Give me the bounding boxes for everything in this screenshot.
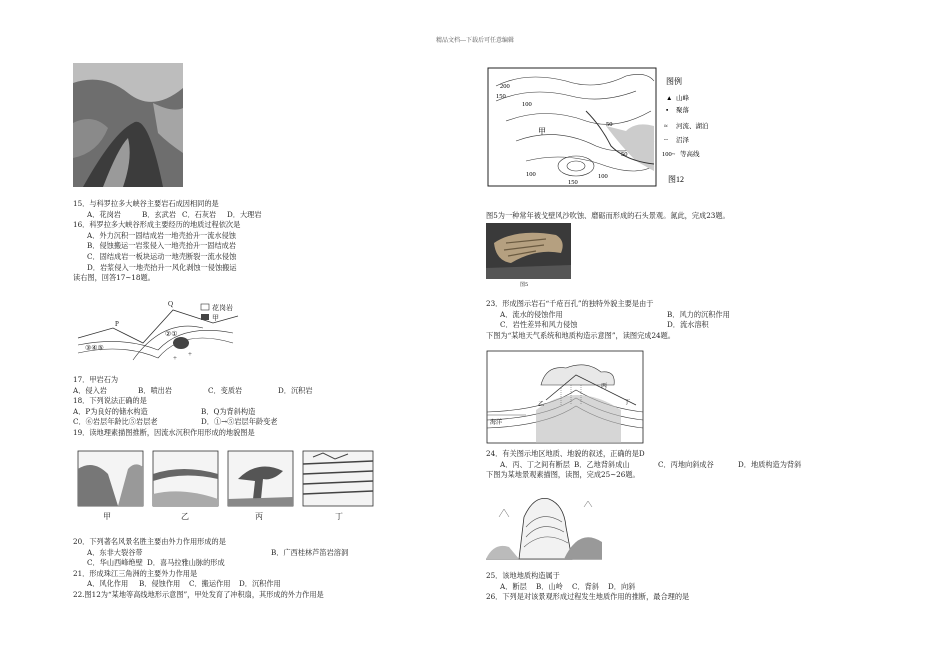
sketch-label-jia: 甲 — [103, 512, 111, 521]
right-column-1 — [486, 299, 866, 341]
q20-option-b: B．广西桂林芦笛岩溶洞 — [271, 547, 349, 557]
q20-option-c: C．华山西峰绝壁 — [87, 558, 143, 568]
q22-stem: 22.图12为“某地等高线地形示意图”，甲处发育了冲积扇，其形成的外力作用是 — [73, 589, 324, 599]
q20-option-a: A．东非大裂谷带 — [87, 547, 143, 557]
swamp-icon: ┄ — [664, 137, 668, 144]
q21-option-a: A．风化作用 — [87, 579, 129, 589]
q23-option-d: D．流水溶积 — [667, 320, 709, 330]
left-column — [73, 199, 413, 284]
q15-option-a: A．花岗岩 — [87, 209, 121, 219]
map-caption: 图12 — [668, 175, 684, 184]
eroded-rock-photo — [486, 223, 571, 279]
legend-settlement: 聚落 — [676, 107, 689, 114]
intro-25-26: 下图为某地景观素描图，读图，完成25~26题。 — [486, 470, 640, 480]
label-ding: 丁 — [624, 400, 631, 406]
q17-option-c: C．变质岩 — [208, 385, 243, 395]
contour-label-200: 200 — [500, 83, 510, 90]
q16-option-d: D．岩浆侵入一地壳抬升一风化剥蚀一侵蚀搬运 — [87, 262, 237, 272]
label-sea: 海洋 — [490, 420, 503, 426]
left-column-2 — [73, 375, 413, 439]
legend-jia: 甲 — [212, 314, 219, 322]
intro-24: 下图为“某地天气系统和地质构造示意图”，读图完成24题。 — [486, 330, 675, 340]
label-q: Q — [168, 300, 174, 308]
label-bing: 丙 — [601, 384, 608, 390]
q25-option-b: B．山岭 — [536, 581, 563, 591]
svg-text:+: + — [188, 350, 192, 358]
legend-swamp: 沼泽 — [676, 137, 689, 144]
contour-label-100a: 100 — [522, 101, 532, 108]
settlement-icon: ▪ — [666, 107, 669, 114]
peak-icon: ▲ — [666, 95, 673, 102]
contour-line-icon: 100~ — [662, 151, 676, 158]
q16-option-c: C．固结成岩一板块运动一地壳断裂一流水侵蚀 — [87, 251, 237, 261]
contour-label-150a: 150 — [496, 93, 506, 100]
page-header: 精品文档---下载后可任意编辑 — [435, 37, 515, 44]
q15-option-b: B．玄武岩 — [142, 209, 177, 219]
q18-options-ab — [73, 407, 413, 418]
canyon-photo — [73, 63, 183, 187]
fig5-caption: 图5 — [520, 282, 529, 288]
q18-stem: 18．下列说法正确的是 — [73, 396, 147, 406]
label-p: P — [115, 320, 119, 328]
weather-geology-diagram — [486, 350, 644, 444]
right-column-2 — [486, 449, 866, 481]
q17-option-a: A．侵入岩 — [73, 385, 107, 395]
q21-option-b: B．侵蚀作用 — [139, 579, 181, 589]
q23-options-ab — [486, 310, 866, 321]
q17-options — [73, 386, 413, 397]
q15-option-d: D．大理岩 — [227, 209, 262, 219]
q25-option-d: D．向斜 — [608, 581, 636, 591]
svg-text:+: + — [173, 354, 177, 362]
q18-option-d: D．①→⑤岩层年龄变老 — [201, 417, 278, 427]
q24-option-d: D．地质构造为背斜 — [738, 459, 802, 469]
right-fig5-text — [486, 211, 866, 222]
q25-stem: 25．该地地质构造属于 — [486, 571, 560, 580]
q25-option-a: A．断层 — [500, 581, 527, 591]
q18-option-b: B．Q为背斜构造 — [201, 406, 256, 416]
q17-option-d: D．沉积岩 — [278, 385, 313, 395]
sketch-label-ding: 丁 — [335, 512, 343, 521]
q15-stem: 15．与科罗拉多大峡谷主要岩石成因相同的是 — [73, 199, 219, 208]
contour-label-50b: 50 — [621, 151, 628, 158]
fig5-caption-wrap — [520, 282, 528, 288]
intro-17-18: 读右图，回答17~18题。 — [73, 273, 155, 283]
legend-granite: 花岗岩 — [212, 304, 233, 312]
q26-stem: 26．下列是对该景观形成过程发生地质作用的推断，最合理的是 — [486, 592, 690, 602]
q18-option-a: A．P为良好的储水构造 — [73, 406, 148, 416]
q25-options — [486, 582, 866, 593]
q21-stem: 21．形成珠江三角洲的主要外力作用是 — [73, 568, 198, 578]
q21-options — [73, 579, 433, 590]
q21-option-d: D．沉积作用 — [239, 579, 281, 589]
q24-option-c: C．丙地向斜成谷 — [658, 459, 714, 469]
contour-label-50a: 50 — [606, 121, 613, 128]
q17-stem: 17．甲岩石为 — [73, 375, 119, 384]
q21-option-c: C．搬运作用 — [189, 579, 231, 589]
river-icon: ≈ — [664, 123, 668, 130]
contour-label-100c: 100 — [526, 171, 536, 178]
q20-options-ab — [73, 548, 433, 559]
fig5-intro: 图5为一种常年被戈壁风沙吹蚀、磨砺而形成的石头景观。氮此，完成23题。 — [486, 211, 730, 220]
q18-options-cd — [73, 417, 413, 428]
q17-option-b: B．喷出岩 — [138, 385, 173, 395]
q16-stem: 16．科罗拉多大峡谷形成主要经历的地质过程依次是 — [73, 220, 241, 230]
geology-section-diagram — [73, 298, 253, 368]
legend-peak: 山峰 — [676, 95, 689, 102]
q16-option-a: A．外力沉积一固结成岩一地壳抬升一流水侵蚀 — [87, 230, 236, 240]
sketch-label-bing: 丙 — [255, 512, 263, 521]
q19-sketches — [73, 449, 383, 524]
q24-stem: 24．有关图示地区地质、地貌的叙述，正确的是D — [486, 449, 645, 458]
q16-option-b: B．侵蚀搬运一岩浆侵入一地壳抬升一固结成岩 — [87, 241, 237, 251]
label-yi: 乙 — [538, 402, 545, 408]
q20-option-d: D．喜马拉雅山脉的形成 — [147, 558, 225, 568]
q24-option-a: A．丙、丁之间有断层 — [500, 459, 570, 469]
q25-option-c: C．背斜 — [572, 581, 600, 591]
q24-options — [486, 460, 866, 471]
legend-river: 河流、湖泊 — [676, 123, 709, 130]
label-nums-left: ③④⑤ — [85, 344, 104, 352]
q18-option-c: C．⑥岩层年龄比⑤岩层老 — [73, 417, 158, 427]
label-nums-right: ②① — [165, 330, 178, 338]
q23-stem: 23．形成图示岩石“千疮百孔”的独特外貌主要是由于 — [486, 299, 654, 308]
left-column-3 — [73, 537, 433, 601]
legend-title: 图例 — [666, 77, 682, 86]
q15-option-c: C．石灰岩 — [182, 209, 217, 219]
q24-option-b: B．乙地背斜成山 — [574, 459, 630, 469]
legend-contour: 等高线 — [680, 151, 700, 158]
contour-label-100b: 100 — [598, 173, 608, 180]
q23-options-cd — [486, 320, 866, 331]
q23-option-b: B．风力的沉积作用 — [667, 309, 730, 319]
q23-option-c: C．岩性差异和风力侵蚀 — [500, 320, 578, 330]
contour-label-150b: 150 — [568, 179, 578, 186]
q15-options — [73, 210, 413, 221]
q19-stem: 19．读地理素描图推断，因流水沉积作用形成的地貌图是 — [73, 427, 255, 437]
right-column-3 — [486, 571, 866, 603]
sketch-label-yi: 乙 — [181, 512, 189, 521]
q20-options-cd — [73, 558, 433, 569]
q23-option-a: A．流水的侵蚀作用 — [500, 309, 563, 319]
map-label-jia: 甲 — [538, 127, 546, 136]
contour-map-figure — [486, 66, 716, 190]
q20-stem: 20．下列著名风景名胜主要由外力作用形成的是 — [73, 537, 226, 546]
landscape-sketch — [484, 487, 604, 561]
